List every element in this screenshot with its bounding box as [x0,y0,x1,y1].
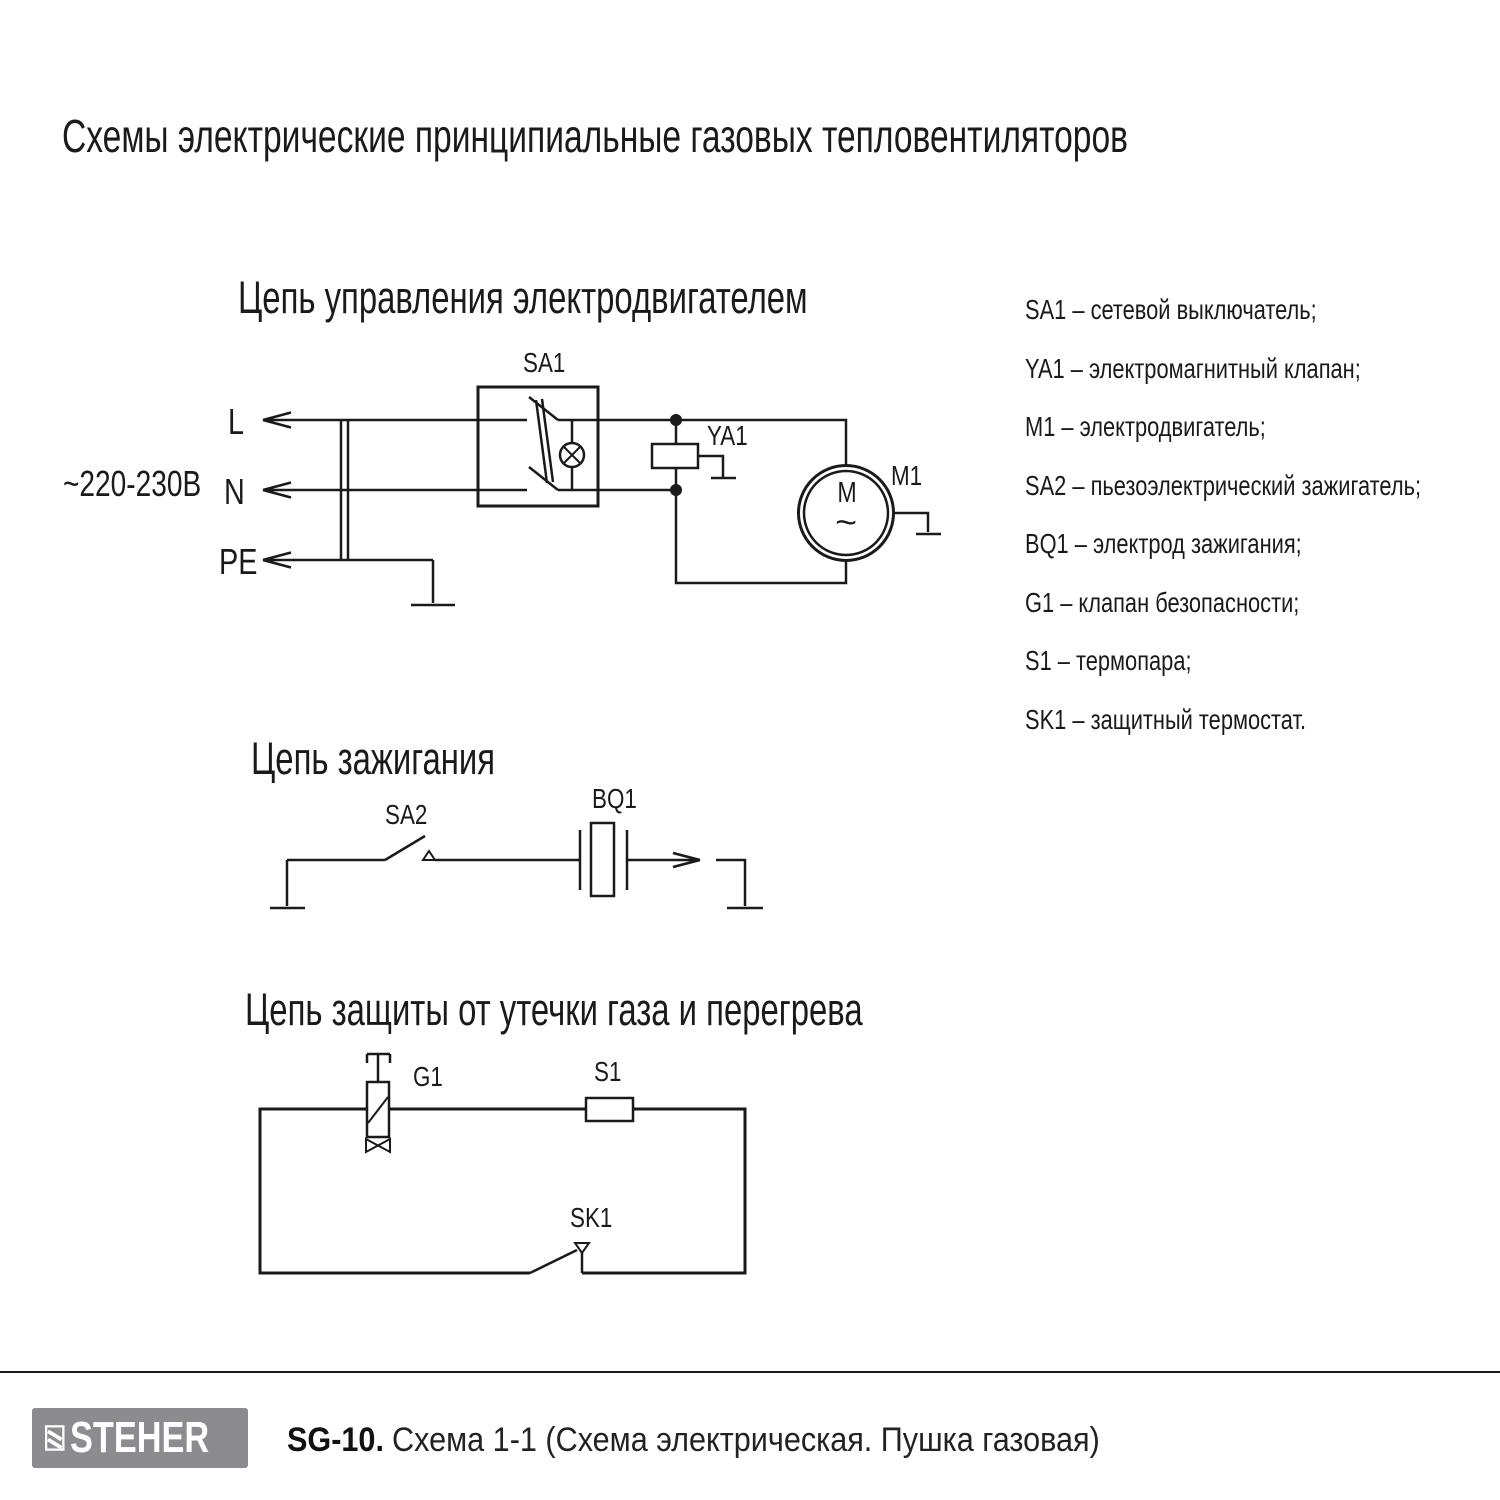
circuit3-title: Цепь защиты от утечки газа и перегрева [245,984,863,1035]
thermocouple-symbol [586,1098,633,1121]
footer-caption [287,1423,1100,1457]
terminal-label-l: L [228,401,245,442]
ya1-label: YA1 [707,420,748,451]
legend-item: BQ1 – электрод зажигания; [1025,528,1302,559]
lamp-icon [560,420,584,490]
logo-glyph-icon [45,1421,65,1455]
legend-item: M1 – электродвигатель; [1025,411,1266,442]
footer-divider [0,1371,1500,1373]
bq1-label: BQ1 [592,783,637,814]
legend-item: SA2 – пьезоэлектрический зажигатель; [1025,470,1422,501]
piezo-igniter-symbol [580,823,627,896]
sa2-switch-symbol [385,836,435,860]
ya1-ground-icon [698,456,736,478]
sa2-label: SA2 [385,799,428,830]
steher-logo [32,1408,248,1468]
circuit1-title: Цепь управления электродвигателем [238,272,808,323]
motor-letter: M [837,477,857,509]
terminal-label-n: N [224,471,245,512]
motor-ground-icon [894,513,942,534]
sa1-label: SA1 [523,347,566,378]
motor-ac-sign: ~ [835,504,857,542]
protection-circuit [260,1054,745,1273]
legend-item: G1 – клапан безопасности; [1025,587,1300,618]
left-ground-icon [270,860,305,908]
electrode-ground-icon [716,860,763,908]
ignition-circuit [270,823,763,908]
page-title: Схемы электрические принципиальные газовых тепловентиляторов [62,110,1128,162]
supply-arrows [263,413,478,568]
footer-caption-text: Схема 1-1 (Схема электрическая. Пушка газовая) [392,1421,1100,1459]
s1-label: S1 [594,1056,622,1087]
sa1-switch-symbol [478,387,598,506]
safety-valve-symbol [366,1054,390,1152]
logo-brand-text: STEHER [69,1413,209,1462]
g1-label: G1 [413,1061,443,1092]
thermostat-switch-symbol [530,1243,589,1273]
footer-model-code: SG-10. [287,1421,384,1459]
voltage-label: ~220-230В [63,463,202,504]
legend-item: S1 – термопара; [1025,645,1192,676]
pe-ground-icon [411,560,455,605]
spark-arrow [627,853,700,867]
legend-item: YA1 – электромагнитный клапан; [1025,353,1361,384]
m1-label: M1 [891,460,923,491]
legend-item: SK1 – защитный термостат. [1025,704,1307,735]
sk1-label: SK1 [570,1202,613,1233]
circuit2-title: Цепь зажигания [251,733,496,784]
legend-item: SA1 – сетевой выключатель; [1025,294,1317,325]
terminal-label-pe: PE [219,541,258,582]
